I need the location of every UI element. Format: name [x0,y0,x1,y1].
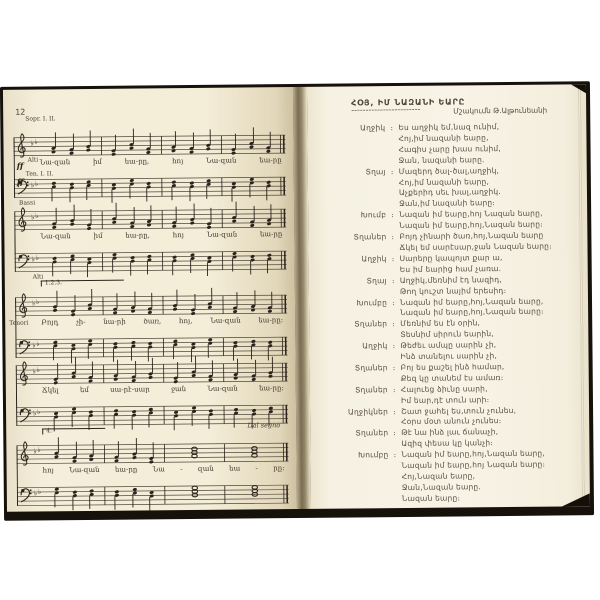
lyric-syllable: - [180,465,183,474]
lyric-text: Աղջիկ,մեռնիմ էդ նազիդ, [399,274,503,285]
lyric-text: Ջան,Նազան եարը. [401,482,481,492]
lyric-syllable: եա [229,464,241,473]
title-underline: ------------------------ [351,104,421,115]
voice-label-soprano: Sopr. I. II. [25,115,56,123]
verse-speaker: Տղաներ [354,319,388,329]
music-system-5 [16,429,289,512]
speaker-separator: ։ [390,123,394,133]
flat-sign-icon: ♭ [33,409,37,418]
lyric-text: Նազան եարը։ [401,493,461,503]
lyric-syllable: Ճկել [41,386,59,395]
volta-bracket-4: 4. [42,428,105,435]
speaker-separator: ։ [390,166,394,176]
voice-label-tenor: Ten. I. II. [25,170,54,178]
music-system-2 [14,195,287,280]
lyric-text: Ազիզ փեսա կը կանչի։ [401,438,494,449]
flat-sign-icon: ♭ [32,341,36,350]
verse-speaker: Խումբը [356,297,388,307]
page-corner-bottom-right [562,493,590,506]
speaker-separator [386,145,399,156]
verse-speaker: Տղաներ [354,384,388,395]
speaker-separator [386,188,399,199]
lyric-text: Հագիս չարը խաս ունիմ, [398,143,501,154]
speaker-separator: ։ [392,297,395,307]
lyric-syllable: Նա-զան [69,465,100,475]
lyric-syllable: Նա [152,465,165,474]
speaker-separator [386,178,399,189]
verse-speaker: Տղաներ [354,363,388,373]
lyric-text: Ճկել եմ սարէսար,ջան Նազան եարը։ [399,241,552,252]
lyric-text: Ինձ տանելու սարին չի, [400,351,498,362]
flat-sign-icon: ♭ [31,299,36,308]
dynamic-ff: ff [16,176,24,187]
verse-speaker: Տղաներ [353,232,387,242]
speaker-separator [387,287,400,298]
verse-speaker [329,330,387,341]
lyric-text: Թէ նա ինձ լաւ ճանաչի, [401,427,499,438]
speaker-separator [389,472,402,483]
flat-sign-icon: ♭ [30,139,34,148]
open-book [0,81,594,521]
verse-speaker: Տղայ [366,275,387,286]
verse-speaker [328,199,386,210]
lyric-syllable: Նա-զան [207,384,238,393]
lyric-text: Աչքերիդ սեւ խալ,աղջիկ. [398,187,501,198]
lyric-text: Քեզ կը տանեմ էս ամառ։ [400,372,504,383]
flat-sign-icon: ♭ [30,181,35,190]
lyric-text: Տեսնիմ սիրուն եարին, [400,329,494,340]
flat-sign-icon: ♭ [35,297,40,307]
verse-speaker [327,134,385,145]
lyric-syllable: հոյ, [178,317,193,326]
speaker-separator [386,156,399,167]
speaker-separator: ։ [393,450,397,460]
bass-clef-icon [20,409,29,422]
verse-speaker [330,396,388,407]
dal-segno-mark: Dal segno [247,421,281,430]
song-title: ՀՕՅ, ԻՄ ՆԱԶԱՆԻ ԵԱՐԸ [351,97,466,108]
treble-clef-icon [20,294,27,318]
speaker-separator: ։ [393,406,396,416]
lyric-text: Ջան, նազանի եարը. [398,154,485,165]
verse-speaker [331,472,389,483]
verse-speaker [328,189,386,200]
bass-clef-icon [19,255,28,268]
flat-sign-icon: ♭ [37,487,42,496]
lyric-text: Թեժեւ ամպը սարին չի, [400,340,497,351]
verse-speaker: Տղաներ [355,428,389,438]
lyric-text: Նազան իմ եարը,հոյ,Նազան եարը։ [399,219,543,231]
flat-sign-icon: ♭ [36,365,41,375]
flat-sign-icon: ♭ [35,211,39,221]
lyric-syllable: եա-րը, [125,231,151,240]
lyric-text: Բոյդ չինարի ծառ,հոյ,Նազան եարը [399,230,544,242]
speaker-separator: ։ [391,210,395,220]
speaker-separator [386,199,399,210]
verse-speaker [331,461,389,472]
flat-sign-icon: ♭ [32,367,37,376]
verse-speaker: Տղայ [365,166,386,176]
verse-speaker [329,287,387,298]
flat-sign-icon: ♭ [34,179,39,189]
flat-sign-icon: ♭ [31,213,35,222]
speaker-separator [388,439,401,450]
lyric-syllable: եա-րը, [124,157,150,166]
lyric-syllable: ծառ, [143,317,162,326]
lyric-syllable: հոյ [172,231,184,240]
lyric-syllable: եմ [79,386,89,395]
treble-clef-icon [18,134,25,158]
right-page [307,84,590,509]
lyric-text: Հալուեց ձիւնը սարի, [400,383,488,394]
dynamic-ff: ff [16,160,24,171]
lyric-syllable: զան [197,464,214,473]
lyric-syllable: Նա-զան [210,316,241,325]
lyric-syllable: - [255,464,258,473]
lyric-syllable: րը: [273,464,285,473]
lyric-text: Մեռնիմ ես էն օրին, [400,318,481,329]
speaker-separator: ։ [392,319,396,329]
lyric-syllable: Նա-զան [205,156,237,165]
lyric-syllable: նա-րի [103,317,126,326]
verse-speaker [329,265,387,276]
lyric-syllable: իմ [93,231,103,240]
speaker-separator: ։ [391,232,395,242]
lyrics-block [327,121,584,505]
speaker-separator [387,352,400,363]
music-system-1 [13,121,286,206]
lyric-text: Ես աղջիկ եմ,նազ ունիմ, [398,122,500,133]
verse-speaker: Աղջիկ [361,254,387,264]
speaker-separator: ։ [393,428,397,438]
speaker-separator: ։ [391,253,395,263]
lyric-syllable: հոյ [42,466,54,475]
volta-bracket-123: 1.2.3. [41,280,124,287]
speaker-separator [388,374,401,385]
verse-speaker [331,494,389,505]
lyric-text: Թող կուշտ նայիմ երեսիդ։ [399,285,507,296]
lyric-syllable: եա-րը [259,156,282,165]
verse-speaker [328,145,386,156]
speaker-separator [387,265,400,276]
lyric-text: Նազան իմ եարը,հոյ,Նազան եարը, [401,448,546,460]
treble-clef-icon [20,362,27,386]
flat-sign-icon: ♭ [37,407,41,417]
verse-speaker [329,309,387,320]
lyric-text: Հոյ,Նազան եարը, [401,471,476,482]
lyric-syllable: սա-րէ-սար [110,385,150,394]
speaker-separator [388,396,401,407]
lyric-text: Նազան իմ եարը,հոյ Նազան եարը։ [401,459,546,471]
lyric-syllable: եա-րը: [258,316,284,325]
flat-sign-icon: ♭ [31,255,35,264]
bass-clef-icon [21,489,30,502]
lyric-syllable: իմ [92,157,102,166]
speaker-separator [389,483,402,494]
voice-label-bassi: Bassi [19,199,36,207]
verse-speaker: Խումբը [358,450,389,460]
lyric-text: Նազան իմ եարը,հոյ,Նազան եարը։ [400,307,544,318]
lyric-syllable: հոյ [172,157,184,166]
speaker-separator: ։ [391,275,395,285]
verse-speaker: Խումբ [360,210,387,220]
arranger-credit: Մշակումն Թ.Ալթունեանի [453,105,548,116]
lyric-syllable: Նա-զան [40,232,71,241]
speaker-separator: ։ [392,341,396,351]
speaker-separator [388,417,401,428]
voice-label-alti: Alti [27,156,39,164]
lyric-text: Բոյ ես քաշել ինձ համար, [400,361,505,372]
verse-speaker [329,352,387,363]
lyric-syllable: Նա-զան [206,230,238,239]
flat-sign-icon: ♭ [37,445,41,454]
voice-label-alti: Alti [32,273,44,281]
lyric-text: Հոյ,իմ նազանի եարը, [398,133,489,143]
lyric-syllable: չի- [76,318,86,327]
speaker-separator [385,134,398,145]
verse-speaker [328,221,386,232]
speaker-separator [386,243,399,254]
verse-speaker [330,418,388,429]
lyric-syllable: եա-րը [114,465,138,474]
lyric-text: Շատ ջահել ես,տուն չունես, [401,405,517,416]
verse-speaker [328,243,386,254]
speaker-separator [387,330,400,341]
flat-sign-icon: ♭ [33,489,38,498]
verse-speaker [330,374,388,385]
left-page [3,87,297,512]
lyric-text: Ես իմ եարից համ չառա. [399,263,502,274]
speaker-separator [387,308,400,319]
speaker-separator [389,461,402,472]
verse-speaker [328,156,386,167]
flat-sign-icon: ♭ [33,447,37,456]
lyric-text: Մազերդ ծալ-ծալ,աղջիկ, [398,165,500,176]
verse-speaker: Աղջիկ [360,123,386,133]
lyric-text: Ջան,իմ նազանի եարը։ [399,198,496,209]
verse-speaker: Աղջիկներ [347,406,389,417]
lyric-syllable: ջան [171,385,187,394]
lyric-text: Նազան իմ եարը,հոյ,Նազան եարը, [399,296,544,307]
lyric-syllable: Նա-զան [39,158,71,167]
flat-sign-icon: ♭ [35,253,39,263]
verse-speaker [328,178,386,189]
lyric-syllable: եա-րը [259,230,283,239]
speaker-separator [389,494,402,505]
lyric-syllable: Բոյդ [41,318,59,327]
lyric-text: Նազան իմ եարը,հոյ Նազան եարը, [399,208,543,220]
voice-label-tenori: Tenori [9,319,29,327]
treble-clef-icon [19,208,26,232]
lyric-text: Իմ եար,դէ տուն արի։ [400,394,490,405]
verse-speaker [331,483,389,494]
speaker-separator [386,221,399,232]
speaker-separator: ։ [392,362,396,373]
verse-speaker [330,439,388,450]
speaker-separator: ։ [392,384,396,394]
lyric-text: Հոյ,իմ նազանի եարը, [398,176,490,187]
lyric-text: Հօրս մօտ անուն չունես։ [401,416,502,427]
verse-speaker: Աղջիկ [362,341,388,351]
verse-line [331,492,584,505]
page-corner-top-right [571,84,586,93]
treble-clef-icon [21,442,28,466]
page-number: 12 [15,107,26,117]
lyric-text: Սարերը կապոյտ քար ա, [399,252,503,263]
flat-sign-icon: ♭ [36,339,40,349]
lyric-syllable: եա-րը: [259,384,284,393]
flat-sign-icon: ♭ [34,137,38,147]
